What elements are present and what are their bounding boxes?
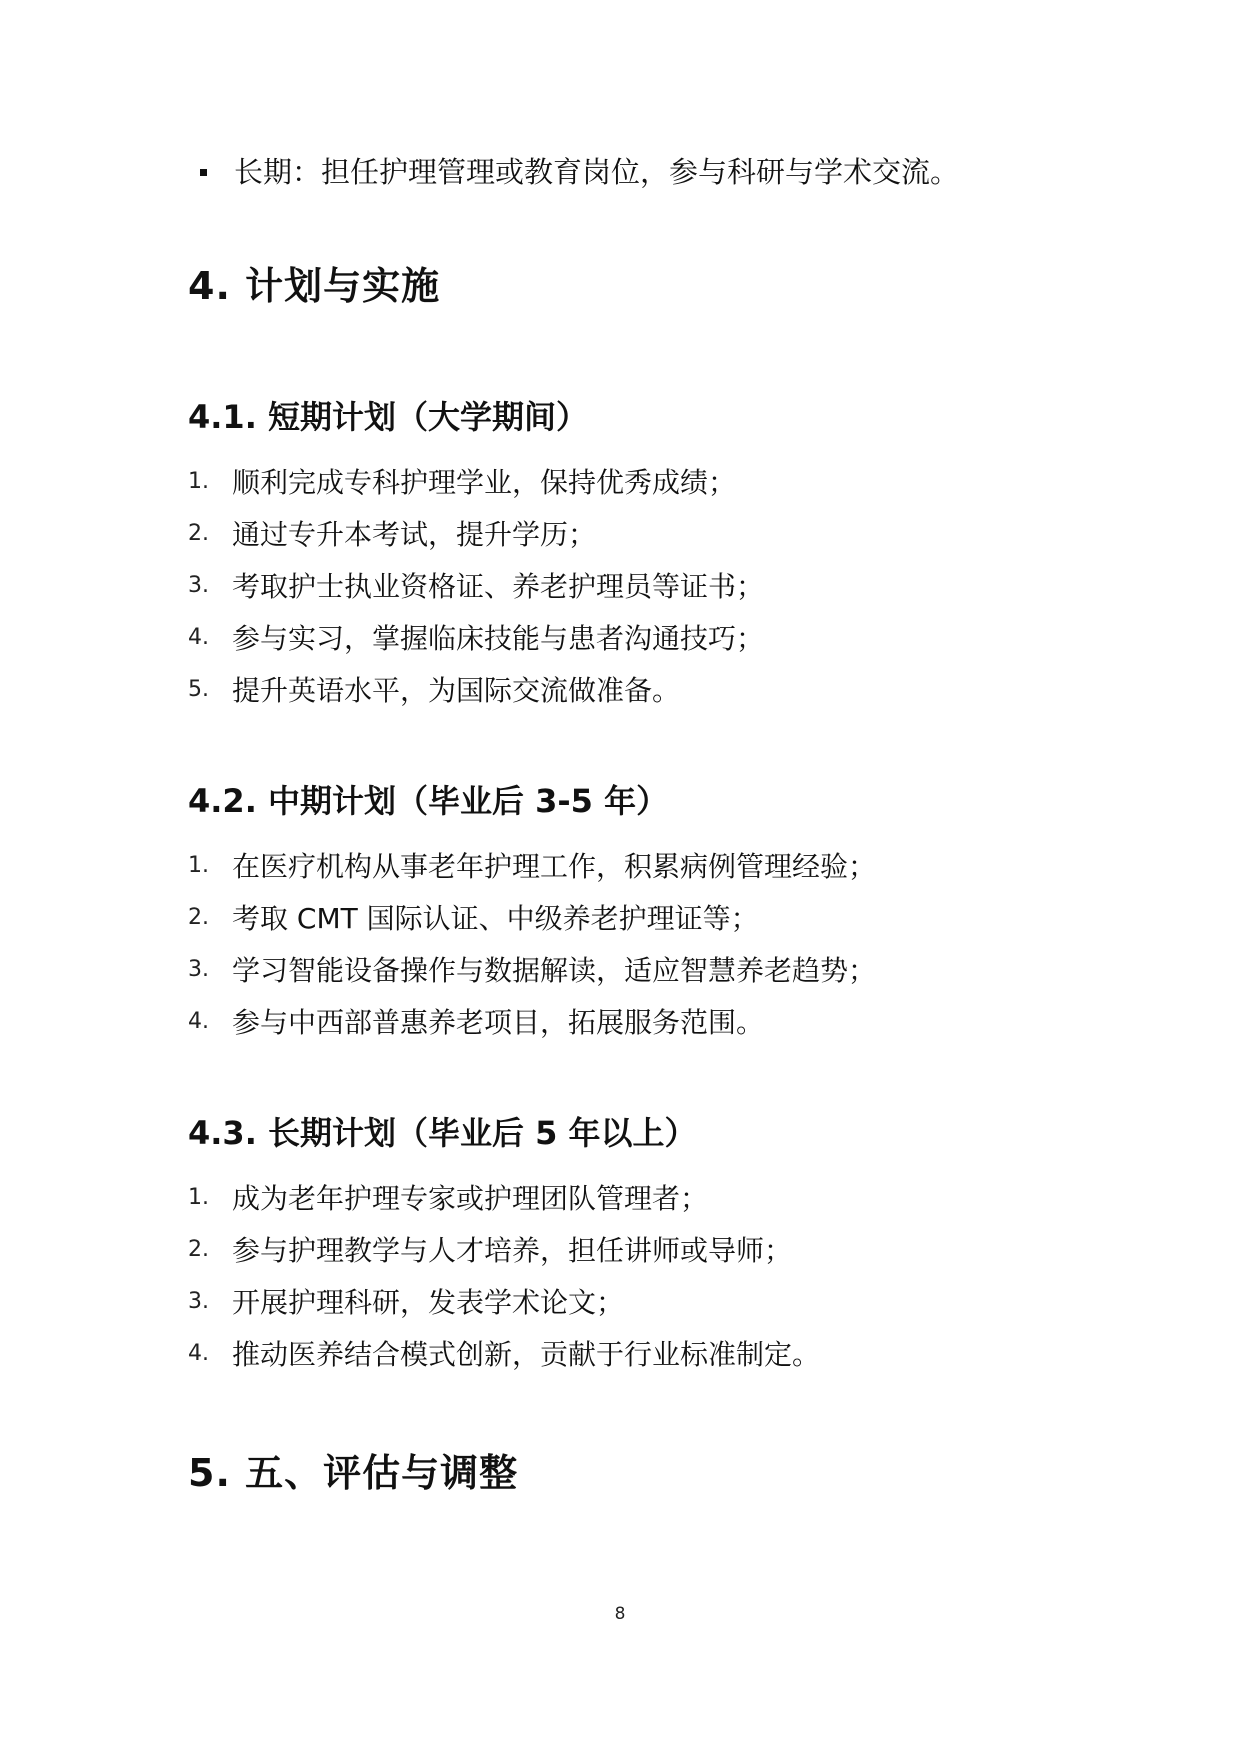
bullet-text: 长期：担任护理管理或教育岗位，参与科研与学术交流。	[234, 155, 960, 189]
list-item-text: 参与实习，掌握临床技能与患者沟通技巧；	[232, 622, 765, 655]
list-item-number: 2.	[188, 520, 209, 546]
bullet-icon	[200, 169, 207, 176]
list-item-text: 考取护士执业资格证、养老护理员等证书；	[232, 570, 765, 603]
page-number: 8	[614, 1604, 626, 1624]
list-item-number: 2.	[188, 904, 209, 930]
list-item-number: 5.	[188, 676, 209, 702]
list-item-text: 考取 CMT 国际认证、中级养老护理证等；	[232, 902, 759, 935]
long-term-bullet	[192, 148, 959, 196]
list-item	[188, 1171, 820, 1223]
section-4-1-heading: 4.1. 短期计划（大学期间）	[188, 398, 588, 436]
list-item-number: 3.	[188, 956, 209, 982]
list-item	[188, 559, 764, 611]
list-item	[188, 891, 876, 943]
list-item-text: 在医疗机构从事老年护理工作，积累病例管理经验；	[232, 850, 877, 883]
list-item-number: 1.	[188, 468, 209, 494]
list-item	[188, 507, 764, 559]
list-item	[188, 943, 876, 995]
list-item-text: 参与中西部普惠养老项目，拓展服务范围。	[232, 1006, 765, 1039]
list-item-text: 提升英语水平，为国际交流做准备。	[232, 674, 681, 707]
list-item	[188, 455, 764, 507]
list-item	[188, 839, 876, 891]
list-item-text: 学习智能设备操作与数据解读，适应智慧养老趋势；	[232, 954, 877, 987]
section-4-3-heading: 4.3. 长期计划（毕业后 5 年以上）	[188, 1114, 697, 1152]
list-item-text: 参与护理教学与人才培养，担任讲师或导师；	[232, 1234, 793, 1267]
list-item-number: 3.	[188, 572, 209, 598]
short-term-plan-list	[188, 455, 764, 715]
list-item-number: 1.	[188, 1184, 209, 1210]
list-item-number: 2.	[188, 1236, 209, 1262]
list-item-number: 4.	[188, 624, 209, 650]
list-item-number: 4.	[188, 1008, 209, 1034]
list-item	[188, 663, 764, 715]
section-4-heading: 4. 计划与实施	[188, 264, 441, 308]
list-item	[188, 1223, 820, 1275]
list-item-text: 成为老年护理专家或护理团队管理者；	[232, 1182, 709, 1215]
long-term-plan-list	[188, 1171, 820, 1379]
list-item	[188, 995, 876, 1047]
list-item-number: 4.	[188, 1340, 209, 1366]
list-item-text: 推动医养结合模式创新，贡献于行业标准制定。	[232, 1338, 821, 1371]
list-item	[188, 611, 764, 663]
section-4-2-heading: 4.2. 中期计划（毕业后 3-5 年）	[188, 782, 669, 820]
list-item-text: 通过专升本考试，提升学历；	[232, 518, 597, 551]
list-item-number: 3.	[188, 1288, 209, 1314]
list-item	[188, 1275, 820, 1327]
list-item	[188, 1327, 820, 1379]
mid-term-plan-list	[188, 839, 876, 1047]
section-5-heading: 5. 五、评估与调整	[188, 1451, 519, 1495]
list-item-number: 1.	[188, 852, 209, 878]
list-item-text: 顺利完成专科护理学业，保持优秀成绩；	[232, 466, 737, 499]
list-item-text: 开展护理科研，发表学术论文；	[232, 1286, 625, 1319]
